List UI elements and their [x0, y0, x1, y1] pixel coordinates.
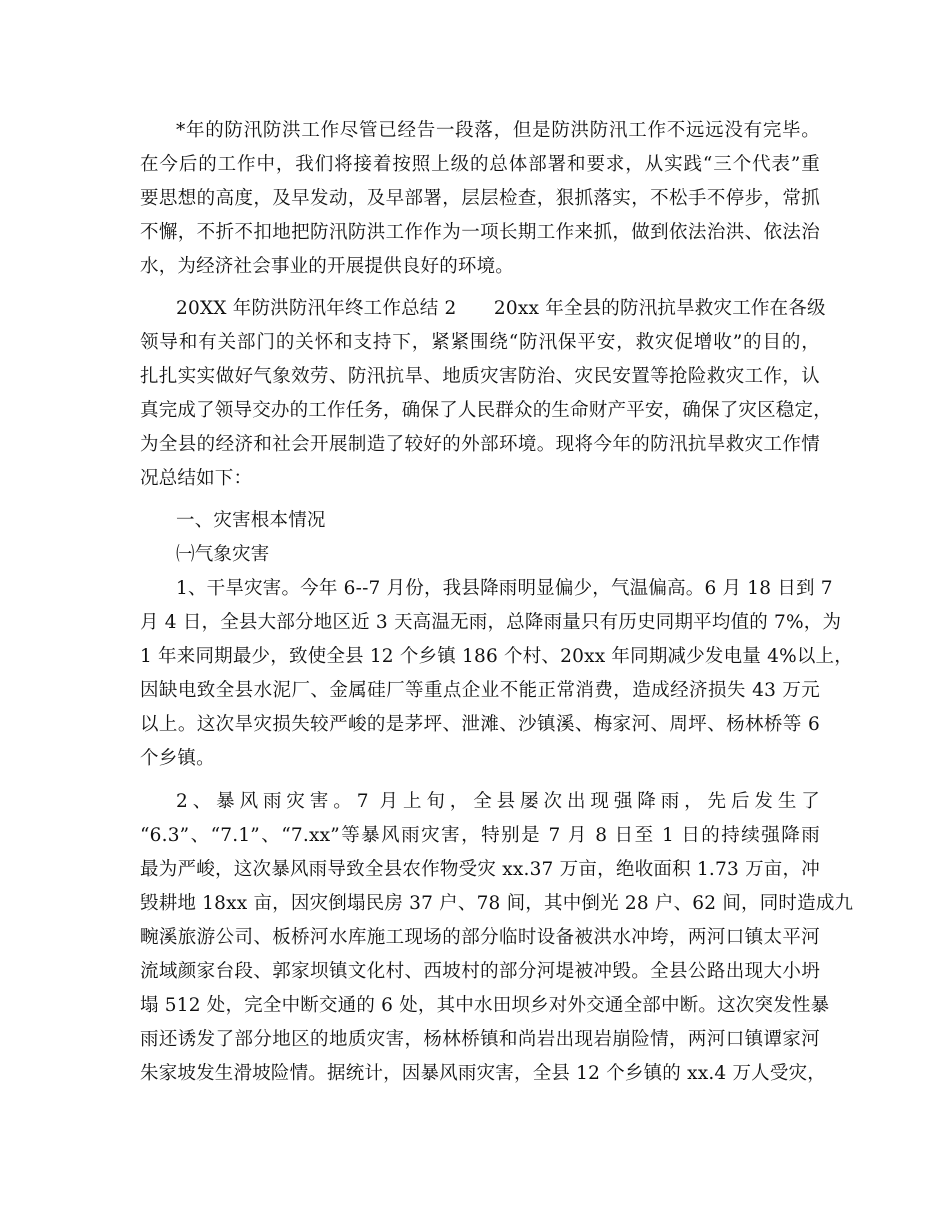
paragraph-line: 以上。这次旱灾损失较严峻的是茅坪、泄滩、沙镇溪、梅家河、周坪、杨林桥等 6 [140, 714, 820, 735]
paragraph-line: 在今后的工作中，我们将接着按照上级的总体部署和要求，从实践“三个代表”重 [140, 154, 820, 175]
paragraph-line: 要思想的高度，及早发动，及早部署，层层检查，狠抓落实，不松手不停步，常抓 [140, 188, 820, 209]
paragraph-line: 个乡镇。 [140, 748, 215, 769]
paragraph-line: 朱家坡发生滑坡险情。据统计，因暴风雨灾害，全县 12 个乡镇的 xx.4 万人受灾， [140, 1063, 826, 1084]
paragraph-line: 领导和有关部门的关怀和支持下，紧紧围绕“防汛保平安，救灾促增收”的目的， [140, 332, 820, 353]
paragraph-line: 不懈，不折不扣地把防汛防洪工作作为一项长期工作来抓，做到依法治洪、依法治 [140, 222, 820, 243]
paragraph-line: 2、暴风雨灾害。7 月上旬，全县屡次出现强降雨，先后发生了 [176, 791, 820, 812]
paragraph-line: 因缺电致全县水泥厂、金属硅厂等重点企业不能正常消费，造成经济损失 43 万元 [140, 680, 820, 701]
paragraph-line: 水，为经济社会事业的开展提供良好的环境。 [140, 256, 515, 277]
paragraph-line: 月 4 日，全县大部分地区近 3 天高温无雨，总降雨量只有历史同期平均值的 7%，为 [140, 612, 842, 633]
paragraph-line: 流域颜家台段、郭家坝镇文化村、西坡村的部分河堤被冲毁。全县公路出现大小坍 [140, 961, 820, 982]
paragraph-line: 扎扎实实做好气象效劳、防汛抗旱、地质灾害防治、灾民安置等抢险救灾工作，认 [140, 366, 820, 387]
paragraph-line: 畹溪旅游公司、板桥河水库施工现场的部分临时设备被洪水冲垮，两河口镇太平河 [140, 927, 820, 948]
paragraph-line: 20XX 年防洪防汛年终工作总结 2 20xx 年全县的防汛抗旱救灾工作在各级 [176, 298, 826, 319]
paragraph-line: 况总结如下： [140, 468, 253, 489]
paragraph-line: 1 年来同期最少，致使全县 12 个乡镇 186 个村、20xx 年同期减少发电量 4%以上， [140, 646, 853, 667]
paragraph-line: 真完成了领导交办的工作任务，确保了人民群众的生命财产平安，确保了灾区稳定， [140, 400, 832, 421]
paragraph-line: “6.3”、“7.1”、“7.xx”等暴风雨灾害，特别是 7 月 8 日至 1 日的持续强降雨 [140, 825, 820, 846]
paragraph-line: 1、干旱灾害。今年 6--7 月份，我县降雨明显偏少，气温偏高。6 月 18 日到 7 [176, 578, 833, 599]
paragraph-line: 塌 512 处，完全中断交通的 6 处，其中水田坝乡对外交通全部中断。这次突发性暴 [140, 995, 830, 1016]
subsection-heading: ㈠气象灾害 [176, 544, 270, 565]
paragraph-line: 毁耕地 18xx 亩，因灾倒塌民房 37 户、78 间，其中倒光 28 户、62 间，同时造成九 [140, 893, 854, 914]
paragraph-line: 最为严峻，这次暴风雨导致全县农作物受灾 xx.37 万亩，绝收面积 1.73 万亩，冲 [140, 859, 820, 880]
paragraph-line: 为全县的经济和社会开展制造了较好的外部环境。现将今年的防汛抗旱救灾工作情 [140, 434, 820, 455]
paragraph-line: *年的防汛防洪工作尽管已经告一段落，但是防洪防汛工作不远远没有完毕。 [176, 120, 820, 141]
section-heading: 一、灾害根本情况 [176, 510, 326, 531]
paragraph-line: 雨还诱发了部分地区的地质灾害，杨林桥镇和尚岩出现岩崩险情，两河口镇谭家河 [140, 1029, 820, 1050]
